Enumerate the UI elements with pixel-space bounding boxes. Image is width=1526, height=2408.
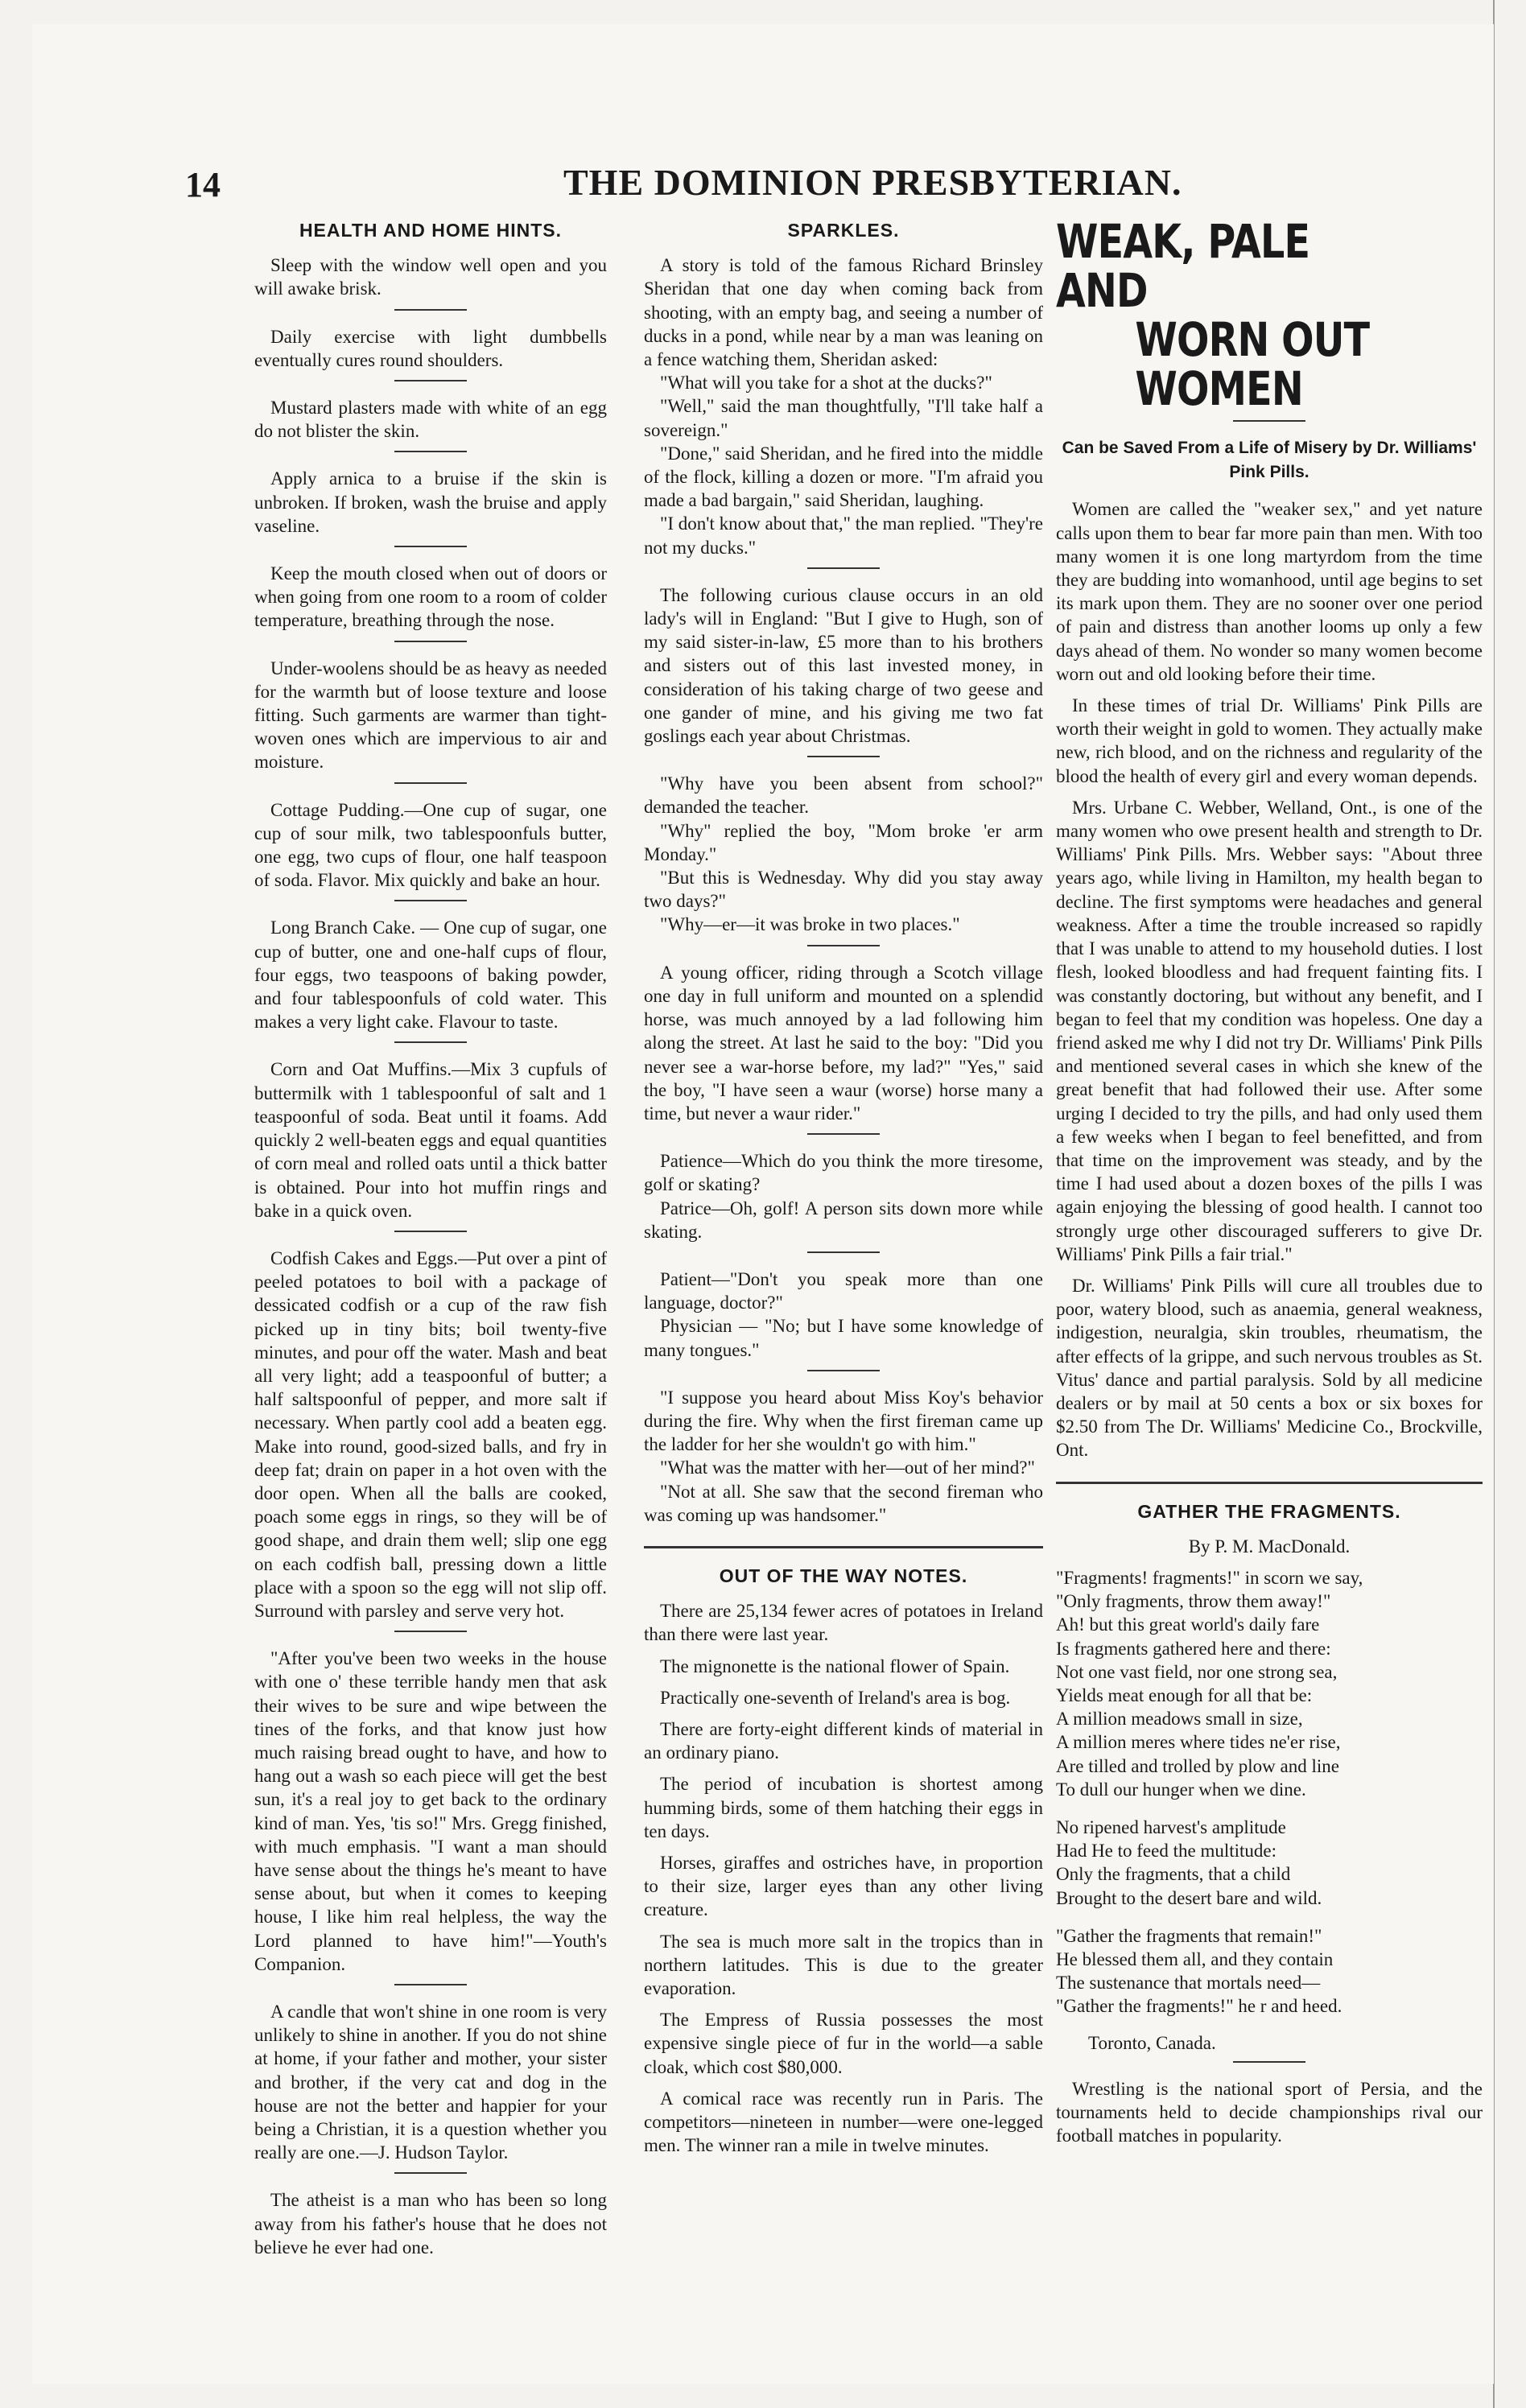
- health-item-text: The atheist is a man who has been so long away from his father's house that he does not believe he ever had one.: [254, 2190, 607, 2258]
- sparkle-item: [644, 1149, 1043, 1243]
- ad-paragraph: [1056, 497, 1483, 686]
- item-separator-rule: [394, 2172, 467, 2174]
- ad-headline-line-1: WEAK, PALE AND: [1056, 217, 1310, 318]
- health-item: [254, 1247, 607, 1623]
- ad-paragraph-text: In these times of trial Dr. Williams' Pink Pills are worth their weight in gold to women. They actually make new, rich blood, and on the richness and regularity of the blood the health of every girl and every woman depends.: [1056, 695, 1483, 786]
- sparkles-items: [644, 254, 1043, 1527]
- health-item: [254, 798, 607, 893]
- section-divider: [644, 1546, 1043, 1548]
- poem-line: Yields meat enough for all that be:: [1056, 1684, 1313, 1705]
- sparkle-paragraph: "I don't know about that," the man replied. "They're not my ducks.": [644, 513, 1043, 558]
- sparkle-item: [644, 1386, 1043, 1527]
- section-heading-sparkles: SPARKLES.: [787, 220, 900, 241]
- column-sparkles: [644, 217, 1043, 2310]
- sparkle-paragraph: A story is told of the famous Richard Brinsley Sheridan that one day when coming back from shooting, with an empty bag, and seeing a number of ducks in a pond, while near by a man was leaning on a fence watching them, Sheridan asked:: [644, 255, 1043, 370]
- poem-place: Toronto, Canada.: [1088, 2032, 1216, 2053]
- section-heading-fragments: GATHER THE FRAGMENTS.: [1137, 1500, 1401, 1522]
- note-text: A comical race was recently run in Paris. The competitors—nineteen in number—were one-legged men. The winner ran a mile in twelve minutes.: [644, 2088, 1043, 2156]
- health-item: [254, 562, 607, 633]
- note-text: Practically one-seventh of Ireland's area is bog.: [660, 1687, 1011, 1708]
- page-number: 14: [185, 165, 221, 204]
- ad-paragraph-text: Mrs. Urbane C. Webber, Welland, Ont., is one of the many women who owe present health and strength to Dr. Williams' Pink Pills. Mrs. Webber says: "About three years ago, while living in Hamilton, my health began to decline. The first symptoms were headaches and general weakness. After a time the trouble increased so rapidly that I was unable to attend to my household duties. I lost flesh, looked bloodless and had frequent fainting fits. I was constantly doctoring, but without any benefit, and I began to feel that my condition was hopeless. One day a friend asked me why I did not try Dr. Williams' Pink Pills and mentioned several cases in which she knew of the great benefit that had followed their use. After some urging I decided to try the pills, and had only used them a few weeks when I began to feel benefitted, and from that time on the improvement was steady, and by the time I had used about a dozen boxes of the pills I was again enjoying the blessing of good health. I cannot too strongly urge other discouraged sufferers to give Dr. Williams' Pink Pills a fair trial.": [1056, 797, 1483, 1264]
- poem-line: Not one vast field, nor one strong sea,: [1056, 1661, 1338, 1682]
- note-item: [644, 1772, 1043, 1843]
- item-separator-rule: [394, 309, 467, 311]
- item-separator-rule: [807, 945, 880, 946]
- ad-headline-line-2: WORN OUT WOMEN: [1135, 311, 1370, 416]
- poem-line: Are tilled and trolled by plow and line: [1056, 1755, 1339, 1776]
- poem-line: Ah! but this great world's daily fare: [1056, 1614, 1320, 1635]
- health-items: [254, 254, 607, 2259]
- note-item: [644, 1851, 1043, 1922]
- poem-line: "Fragments! fragments!" in scorn we say,: [1056, 1567, 1363, 1588]
- health-item-text: Daily exercise with light dumbbells eventually cures round shoulders.: [254, 326, 607, 370]
- ad-paragraph-text: Women are called the "weaker sex," and yet nature calls upon them to bear far more pain than men. With too many women it is one long martyrdom from the time they are budding into womanhood, until age begins to set its mark upon them. They are no sooner over one period of pain and distress than another looms up only a few days ahead of them. No wonder so many women become worn out and old looking before their time.: [1056, 499, 1483, 684]
- health-item-text: Cottage Pudding.—One cup of sugar, one cup of sour milk, two tablespoonfuls butter, one egg, two cups of flour, one half teaspoon of soda. Flavor. Mix quickly and bake an hour.: [254, 799, 607, 891]
- item-separator-rule: [394, 1041, 467, 1043]
- item-separator-rule: [807, 1133, 880, 1135]
- item-separator-rule: [394, 380, 467, 381]
- sparkle-item: [644, 254, 1043, 559]
- health-item-text: Apply arnica to a bruise if the skin is unbroken. If broken, wash the bruise and apply vaseline.: [254, 468, 607, 536]
- item-separator-rule: [807, 756, 880, 757]
- poem-line: No ripened harvest's amplitude: [1056, 1817, 1286, 1837]
- sparkle-item: [644, 772, 1043, 936]
- item-separator-rule: [394, 1631, 467, 1632]
- note-text: The period of incubation is shortest among humming birds, some of them hatching their eggs in ten days.: [644, 1774, 1043, 1841]
- column-health-hints: [254, 217, 607, 2310]
- poem-line: Brought to the desert bare and wild.: [1056, 1887, 1322, 1908]
- item-separator-rule: [394, 782, 467, 784]
- item-separator-rule: [394, 1984, 467, 1985]
- closing-paragraph: [1056, 2077, 1483, 2148]
- poem-line: To dull our hunger when we dine.: [1056, 1779, 1306, 1800]
- sparkle-paragraph: "Well," said the man thoughtfully, "I'll take half a sovereign.": [644, 396, 1043, 440]
- sparkle-paragraph: "Why have you been absent from school?" demanded the teacher.: [644, 773, 1043, 818]
- item-separator-rule: [807, 1251, 880, 1253]
- sparkle-paragraph: The following curious clause occurs in an old lady's will in England: "But I give to Hugh, son of my said sister-in-law, £5 more than to his brothers and sisters out of this last invested money, in consideration of his taking charge of two geese and one gander of mine, and his giving me two fat goslings each year about Christmas.: [644, 584, 1043, 747]
- note-text: There are forty-eight different kinds of material in an ordinary piano.: [644, 1718, 1043, 1763]
- sparkle-item: [644, 961, 1043, 1125]
- poem: [1056, 1566, 1483, 2018]
- sparkle-paragraph: "I suppose you heard about Miss Koy's behavior during the fire. Why when the first fireman came up the ladder for her she wouldn't go with him.": [644, 1387, 1043, 1455]
- health-item-text: Mustard plasters made with white of an egg do not blister the skin.: [254, 398, 607, 442]
- ad-headline: [1056, 217, 1406, 414]
- item-separator-rule: [394, 1231, 467, 1232]
- health-item: [254, 1647, 607, 1976]
- poem-line: Had He to feed the multitude:: [1056, 1841, 1277, 1862]
- note-text: The sea is much more salt in the tropics than in northern latitudes. This is due to the greater evaporation.: [644, 1931, 1043, 1998]
- page-header: [185, 145, 1344, 209]
- health-item: [254, 467, 607, 538]
- sparkle-paragraph: "Done," said Sheridan, and he fired into the middle of the flock, killing a dozen or more. "I'm afraid you made a bad bargain," said Sheridan, laughing.: [644, 443, 1043, 511]
- poem-line: "Only fragments, throw them away!": [1056, 1591, 1331, 1612]
- health-item: [254, 254, 607, 300]
- section-heading-notes: OUT OF THE WAY NOTES.: [719, 1565, 968, 1586]
- health-item: [254, 1058, 607, 1222]
- note-item: [644, 2087, 1043, 2158]
- sparkle-paragraph: "What was the matter with her—out of her mind?": [660, 1458, 1035, 1478]
- note-text: The Empress of Russia possesses the most expensive single piece of fur in the world—a sable cloak, which cost $80,000.: [644, 2010, 1043, 2077]
- section-heading-health: HEALTH AND HOME HINTS.: [299, 220, 563, 241]
- section-rule: [1233, 2061, 1305, 2063]
- sparkle-item: [644, 583, 1043, 748]
- sparkle-item: [644, 1268, 1043, 1362]
- column-advertisement: [1056, 217, 1483, 2310]
- note-item: [644, 1930, 1043, 2001]
- poem-line: A million meadows small in size,: [1056, 1709, 1303, 1730]
- health-item: [254, 2000, 607, 2164]
- poem-line: Only the fragments, that a child: [1056, 1864, 1291, 1885]
- health-item-text: Long Branch Cake. — One cup of sugar, one cup of butter, one and one-half cups of flour, four eggs, two teaspoons of baking powder, and four tablespoonfuls of cold water. This makes a very light cake. Flavour to taste.: [254, 917, 607, 1033]
- ad-paragraph: [1056, 796, 1483, 1266]
- notes-items: [644, 1599, 1043, 2157]
- note-item: [644, 1655, 1043, 1678]
- sparkle-paragraph: "But this is Wednesday. Why did you stay away two days?": [644, 868, 1043, 912]
- ad-rule: [1233, 420, 1305, 422]
- health-item: [254, 396, 607, 443]
- health-item: [254, 916, 607, 1033]
- poem-line: "Gather the fragments!" he r and heed.: [1056, 1996, 1342, 2017]
- ad-subheading: Can be Saved From a Life of Misery by Dr. Williams' Pink Pills.: [1062, 438, 1477, 481]
- poem-line: "Gather the fragments that remain!": [1056, 1925, 1322, 1946]
- poem-line: The sustenance that mortals need—: [1056, 1973, 1321, 1994]
- closing-text: Wrestling is the national sport of Persia, and the tournaments held to decide championships rival our football matches in popularity.: [1056, 2078, 1483, 2146]
- item-separator-rule: [394, 451, 467, 452]
- ad-body: [1056, 497, 1483, 1462]
- sparkle-paragraph: Patrice—Oh, golf! A person sits down more while skating.: [644, 1198, 1043, 1242]
- sparkle-paragraph: "What will you take for a shot at the ducks?": [660, 373, 992, 394]
- item-separator-rule: [394, 546, 467, 547]
- item-separator-rule: [807, 567, 880, 569]
- note-text: The mignonette is the national flower of Spain.: [660, 1656, 1010, 1676]
- ad-paragraph: [1056, 694, 1483, 788]
- item-separator-rule: [394, 641, 467, 642]
- ad-paragraph-text: Dr. Williams' Pink Pills will cure all troubles due to poor, watery blood, such as anaemia, general weakness, indigestion, neuralgia, skin troubles, rheumatism, the after effects of la grippe, and such nervous troubles as St. Vitus' dance and partial paralysis. Sold by all medicine dealers or by mail at 50 cents a box or six boxes for $2.50 from The Dr. Williams' Medicine Co., Brockville, Ont.: [1056, 1275, 1483, 1461]
- poem-line: He blessed them all, and they contain: [1056, 1949, 1334, 1970]
- ad-paragraph: [1056, 1274, 1483, 1462]
- sparkle-paragraph: Physician — "No; but I have some knowledge of many tongues.": [644, 1316, 1043, 1360]
- health-item-text: Codfish Cakes and Eggs.—Put over a pint of peeled potatoes to boil with a package of dessicated codfish or a cup of the raw fish picked up in tiny bits; boil twenty-five minutes, and pour off the water. Mash and beat all very light; add a teaspoonful of butter; a half saltspoonful of pepper, and more salt if necessary. When partly cool add a beaten egg. Make into round, good-sized balls, and fry in deep fat; drain on paper in a hot oven with the door open. When all the balls are cooked, poach some eggs in rings, so they will be of good shape, and drain them well; slip one egg on each codfish ball, pressing down a little place with a spoon so the egg will not slip off. Surround with parsley and serve very hot.: [254, 1247, 607, 1621]
- note-item: [644, 2008, 1043, 2079]
- health-item-text: "After you've been two weeks in the house with one o' these terrible handy men that ask their wives to be sure and wipe between the tines of the forks, and that know just how much raising bread ought to have, and how to hang out a wash so each piece will get the best sun, it's a real joy to get back to the ordinary kind of man. Yes, 'tis so!" Mrs. Gregg finished, with much emphasis. "I want a man should have sense about the things he's meant to have sense about, but when it comes to keeping house, I like him real helpless, the way the Lord planned to have him!"—Youth's Companion.: [254, 1648, 607, 1974]
- section-divider: [1056, 1482, 1483, 1484]
- note-item: [644, 1599, 1043, 1646]
- sparkle-paragraph: Patient—"Don't you speak more than one language, doctor?": [644, 1268, 1043, 1313]
- health-item-text: Keep the mouth closed when out of doors or when going from one room to a room of colder temperature, breathing through the nose.: [254, 563, 607, 631]
- health-item: [254, 325, 607, 372]
- sparkle-paragraph: A young officer, riding through a Scotch village one day in full uniform and mounted on a splendid horse, was much annoyed by a lad following him along the street. At last he said to the boy: "Did you never see a war-horse before, my lad?" "Yes," said the boy, "I have seen a waur (worse) horse many a time, but never a waur rider.": [644, 962, 1043, 1124]
- note-text: Horses, giraffes and ostriches have, in proportion to their size, larger eyes than any other living creature.: [644, 1852, 1043, 1920]
- health-item-text: Sleep with the window well open and you will awake brisk.: [254, 255, 607, 299]
- poem-line: Is fragments gathered here and there:: [1056, 1638, 1331, 1659]
- newspaper-title: THE DOMINION PRESBYTERIAN.: [563, 162, 1182, 203]
- note-text: There are 25,134 fewer acres of potatoes in Ireland than there were last year.: [644, 1601, 1043, 1645]
- sparkle-paragraph: "Why" replied the boy, "Mom broke 'er arm Monday.": [644, 820, 1043, 864]
- health-item: [254, 2188, 607, 2259]
- poem-byline: By P. M. MacDonald.: [1188, 1536, 1351, 1557]
- health-item-text: Corn and Oat Muffins.—Mix 3 cupfuls of buttermilk with 1 tablespoonful of salt and 1 teaspoonful of soda. Beat until it foams. Add quickly 2 well-beaten eggs and equal quantities of corn meal and rolled oats until a thick batter is obtained. Pour into hot muffin rings and bake in a quick oven.: [254, 1059, 607, 1221]
- health-item-text: A candle that won't shine in one room is very unlikely to shine in another. If you do not shine at home, if your father and mother, your sister and brother, if the very cat and dog in the house are not the better and happier for your being a Christian, it is a question whether you really are one.—J. Hudson Taylor.: [254, 2002, 607, 2163]
- item-separator-rule: [394, 900, 467, 901]
- sparkle-paragraph: "Why—er—it was broke in two places.": [660, 914, 960, 935]
- item-separator-rule: [807, 1370, 880, 1371]
- sparkle-paragraph: "Not at all. She saw that the second fireman who was coming up was handsomer.": [644, 1481, 1043, 1525]
- health-item: [254, 657, 607, 774]
- health-item-text: Under-woolens should be as heavy as needed for the warmth but of loose texture and loose fitting. Such garments are warmer than tight-woven ones which are impervious to air and moisture.: [254, 658, 607, 773]
- note-item: [644, 1686, 1043, 1709]
- note-item: [644, 1717, 1043, 1764]
- poem-line: A million meres where tides ne'er rise,: [1056, 1732, 1341, 1753]
- sparkle-paragraph: Patience—Which do you think the more tiresome, golf or skating?: [644, 1151, 1043, 1195]
